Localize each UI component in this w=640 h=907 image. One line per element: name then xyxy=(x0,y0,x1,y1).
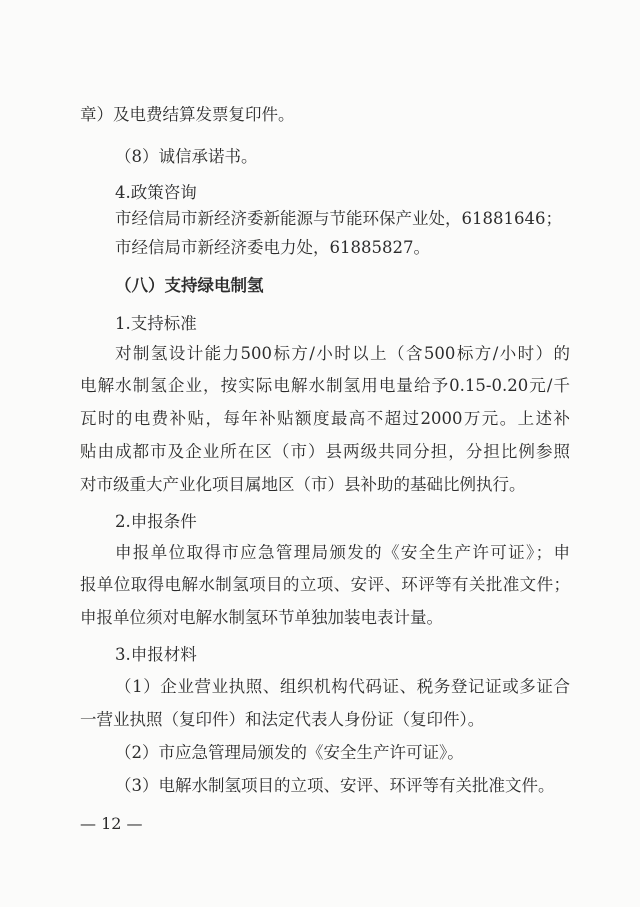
paragraph-line: 电解水制氢企业，按实际电解水制氢用电量给予0.15-0.20元/千 xyxy=(80,376,570,395)
paragraph-line: 章）及电费结算发票复印件。 xyxy=(80,105,295,124)
paragraph-line: 申报单位取得市应急管理局颁发的《安全生产许可证》；申 xyxy=(115,543,570,562)
paragraph-line: 对制氢设计能力500标方/小时以上（含500标方/小时）的 xyxy=(115,344,570,363)
page-number: — 12 — xyxy=(80,814,143,833)
paragraph-line: （1）企业营业执照、组织机构代码证、税务登记证或多证合 xyxy=(115,677,570,696)
paragraph-line: 对市级重大产业化项目属地区（市）县补助的基础比例执行。 xyxy=(80,475,526,494)
paragraph-line: 报单位取得电解水制氢项目的立项、安评、环评等有关批准文件； xyxy=(80,575,570,594)
paragraph-line: 申报单位须对电解水制氢环节单独加装电表计量。 xyxy=(80,608,443,627)
paragraph-line: 市经信局市新经济委电力处，61885827。 xyxy=(115,238,430,257)
paragraph-line: （8）诚信承诺书。 xyxy=(115,147,258,166)
paragraph-line: 市经信局市新经济委新能源与节能环保产业处，61881646； xyxy=(115,209,562,228)
paragraph-line: （2）市应急管理局颁发的《安全生产许可证》。 xyxy=(115,743,464,762)
paragraph-line: （3）电解水制氢项目的立项、安评、环评等有关批准文件。 xyxy=(115,776,555,795)
paragraph-line: 瓦时的电费补贴，每年补贴额度最高不超过2000万元。上述补 xyxy=(80,409,570,428)
section-heading: 3.申报材料 xyxy=(115,645,197,664)
section-heading: 1.支持标准 xyxy=(115,314,197,333)
paragraph-line: 一营业执照（复印件）和法定代表人身份证（复印件）。 xyxy=(80,710,485,729)
section-heading: 2.申报条件 xyxy=(115,512,197,531)
section-heading: 4.政策咨询 xyxy=(115,183,197,202)
paragraph-line: 贴由成都市及企业所在区（市）县两级共同分担，分担比例参照 xyxy=(80,442,570,461)
section-heading: （八）支持绿电制氢 xyxy=(115,276,264,295)
